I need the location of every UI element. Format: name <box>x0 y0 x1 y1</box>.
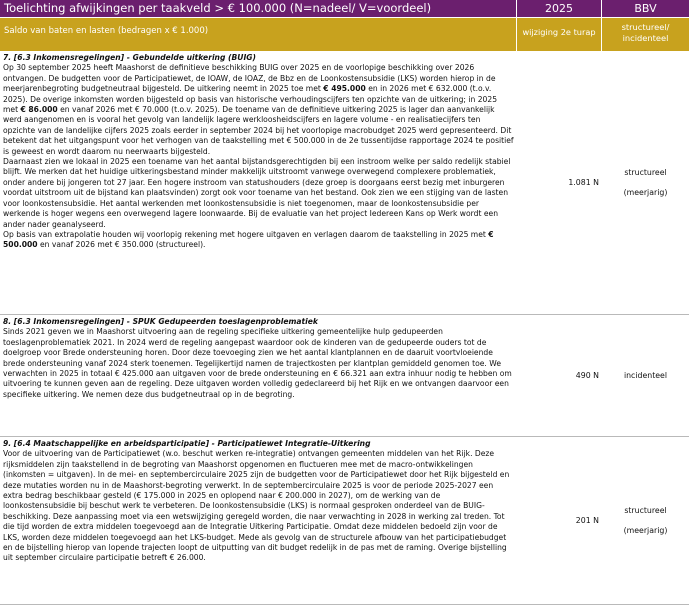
section-paragraph <box>3 63 514 157</box>
section-description <box>0 437 517 604</box>
section-row <box>0 437 689 605</box>
section-paragraph <box>3 327 514 400</box>
paragraph-text: en vanaf 2026 met € 70.000 (t.o.v. 2025). De toename van de definitieve uitkering 2025 is lager dan aanvankelijk werd aangenomen en is vooral het gevolg van landelijk lagere werkloosheidscijfers en lagere volume - en realisatiecijfers ten opzichte van de landelijke cijfers 2025 zoals eerder in september 2024 bij het voorlopige macrobudget 2025 werd gepresenteerd. Dit betekent dat het uitgangspunt voor het verhogen van de taakstelling met € 500.000 in de 2e tussentijdse rapportage 2024 te positief is geweest en wordt daarom nu neerwaarts bijgesteld. <box>3 105 514 156</box>
highlighted-amount: € 495.000 <box>323 84 366 94</box>
paragraph-text: Op basis van extrapolatie houden wij voorlopig rekening met hogere uitgaven en verlagen daarom de taakstelling in 2025 met <box>3 229 489 239</box>
highlighted-amount: € 86.000 <box>20 105 58 115</box>
section-nature <box>602 315 689 436</box>
change-column-header: wijziging 2e turap <box>517 18 602 51</box>
paragraph-text: Voor de uitvoering van de Participatiewet (w.o. beschut werken re-integratie) ontvangen gemeenten middelen van het Rijk. Deze rijksmiddelen zijn taakstellend in de begroting van Maashorst opgenomen en fluctueren mee met de macro-ontwikkelingen (inkomsten = uitgaven). In de mei- en septembercirculaire 2025 zijn de budgetten voor de Participatiewet door het Rijk bijgesteld en deze mutaties worden nu in de Maashorst-begroting verwerkt. In de septembercirculaire 2025 is voor de periode 2025-2027 een extra bedrag beschikbaar gesteld (€ 175.000 in 2025 en oplopend naar € 200.000 in 2027), om de werking van de loonkostensubsidie bij beschut werk te verbeteren. De loonkostensubsidie (LKS) is normaal gesproken onderdeel van de BUIG-beschikking. Deze aanpassing moet via een wetswijziging geregeld worden, die naar verwachting in 2028 in werking zal treden. Tot die tijd worden de extra middelen toegevoegd aan de Integratie Uitkering Participatie. Omdat deze middelen bedoeld zijn voor de LKS, worden deze middelen toegevoegd aan het LKS-budget. Mede als gevolg van de structurele afbouw van het participatiebudget en de bijstelling hierop van lopende trajecten loopt de uitputting van dit budget redelijk in de pas met de raming. Overige bijstelling uit september circulaire participatie betreft € 26.000. <box>3 449 510 563</box>
paragraph-text: Sinds 2021 geven we in Maashorst uitvoering aan de regeling specifieke uitkering gemeentelijke hulp gedupeerden toeslagenproblematiek 2021. In 2024 werd de regeling aangepast waardoor ook de kinderen van de gedupeerde ouders tot de doelgroep voor Brede ondersteuning horen. Door deze toevoeging zien we het aantal klantplannen en de daaruit voortvloeiende brede ondersteuning vanaf 2024 sterk toenemen. Tegelijkertijd namen de trajectkosten per klantplan gemiddeld genomen toe. We verwachten in 2025 in totaal € 425.000 aan uitgaven voor de brede ondersteuning en € 66.321 aan extra inhuur nodig te hebben om uitvoering te kunnen geven aan de regeling. Deze uitgaven worden volledig gedeclareerd bij het Rijk en we ontvangen daarvoor een specifieke uitkering. We nemen deze dus budgetneutraal op in de begroting. <box>3 327 512 399</box>
section-title: 7. [6.3 Inkomensregelingen] - Gebundelde uitkering (BUIG) <box>3 53 256 62</box>
paragraph-text: Daarnaast zien we lokaal in 2025 een toename van het aantal bijstandsgerechtigden bij een instroom welke per saldo redelijk stabiel blijft. We merken dat het huidige uitkeringsbestand minder makkelijk uitstroomt vanwege overwegend complexere problematiek, onder andere bij jongeren tot 27 jaar. Een hogere instroom van statushouders (deze groep is doorgaans eerst bezig met inburgeren voordat uitstroom uit de bijstand kan plaatsvinden) zorgt ook voor toename van het bestand. Ook zien we een stijging van de lasten voor loonkostensubsidie. Het aantal werkenden met loonkostensubsidie is niet toegenomen, maar de loonkostensubsidie per werkende is hoger wegens een overwegend lagere loonwaarde. Bij de evaluatie van het project Iedereen Kans op Werk wordt een ander nader geanalyseerd. <box>3 157 511 229</box>
nature-line-1: structureel <box>624 167 667 177</box>
balance-label: Saldo van baten en lasten (bedragen x € 1.000) <box>0 18 517 51</box>
table-subheader <box>0 17 689 51</box>
paragraph-text: en in 2026 met € 632.000 (t.o.v. 2025). De overige inkomsten worden bijgesteld op basis van historische verhoudingscijfers ten opzichte van de uitkering; in 2025 met <box>3 84 498 115</box>
year-column-header: 2025 <box>517 0 602 17</box>
section-paragraph <box>3 449 514 563</box>
paragraph-text: en vanaf 2026 met € 350.000 (structureel). <box>37 240 206 250</box>
table-title: Toelichting afwijkingen per taakveld > € 100.000 (N=nadeel/ V=voordeel) <box>0 0 517 17</box>
section-title: 9. [6.4 Maatschappelijke en arbeidsparticipatie] - Participatiewet Integratie-Uitkering <box>3 439 371 448</box>
nature-column-header <box>602 18 689 51</box>
section-nature <box>602 51 689 314</box>
nature-header-line-2: incidenteel <box>622 33 669 43</box>
section-amount: 490 N <box>575 371 599 380</box>
nature-header-line-1: structureel/ <box>621 22 670 32</box>
section-description <box>0 315 517 436</box>
highlighted-amount: € 500.000 <box>3 229 494 250</box>
nature-line-1: incidenteel <box>623 370 668 380</box>
nature-line-2: (meerjarig) <box>623 187 668 197</box>
paragraph-text: Op 30 september 2025 heeft Maashorst de definitieve beschikking BUIG over 2025 en de voorlopige beschikking over 2026 ontvangen. De budgetten voor de Participatiewet, de IOAW, de IOAZ, de Bbz en de Loonkostensubsidie (LKS) worden hierop in de meerjarenbegroting budgetneutraal bijgesteld. De uitkering neemt in 2025 toe met <box>3 63 496 94</box>
section-nature <box>602 437 689 604</box>
section-paragraph <box>3 230 514 251</box>
table-header <box>0 0 689 17</box>
nature-line-2: (meerjarig) <box>623 525 668 535</box>
section-description <box>0 51 517 314</box>
section-row <box>0 51 689 315</box>
section-amount: 1.081 N <box>568 178 599 187</box>
section-title: 8. [6.3 Inkomensregelingen] - SPUK Gedupeerden toeslagenproblematiek <box>3 317 318 326</box>
nature-line-1: structureel <box>624 505 667 515</box>
section-amount: 201 N <box>575 516 599 525</box>
section-row <box>0 315 689 437</box>
bbv-column-header: BBV <box>602 0 689 17</box>
section-paragraph <box>3 157 514 230</box>
